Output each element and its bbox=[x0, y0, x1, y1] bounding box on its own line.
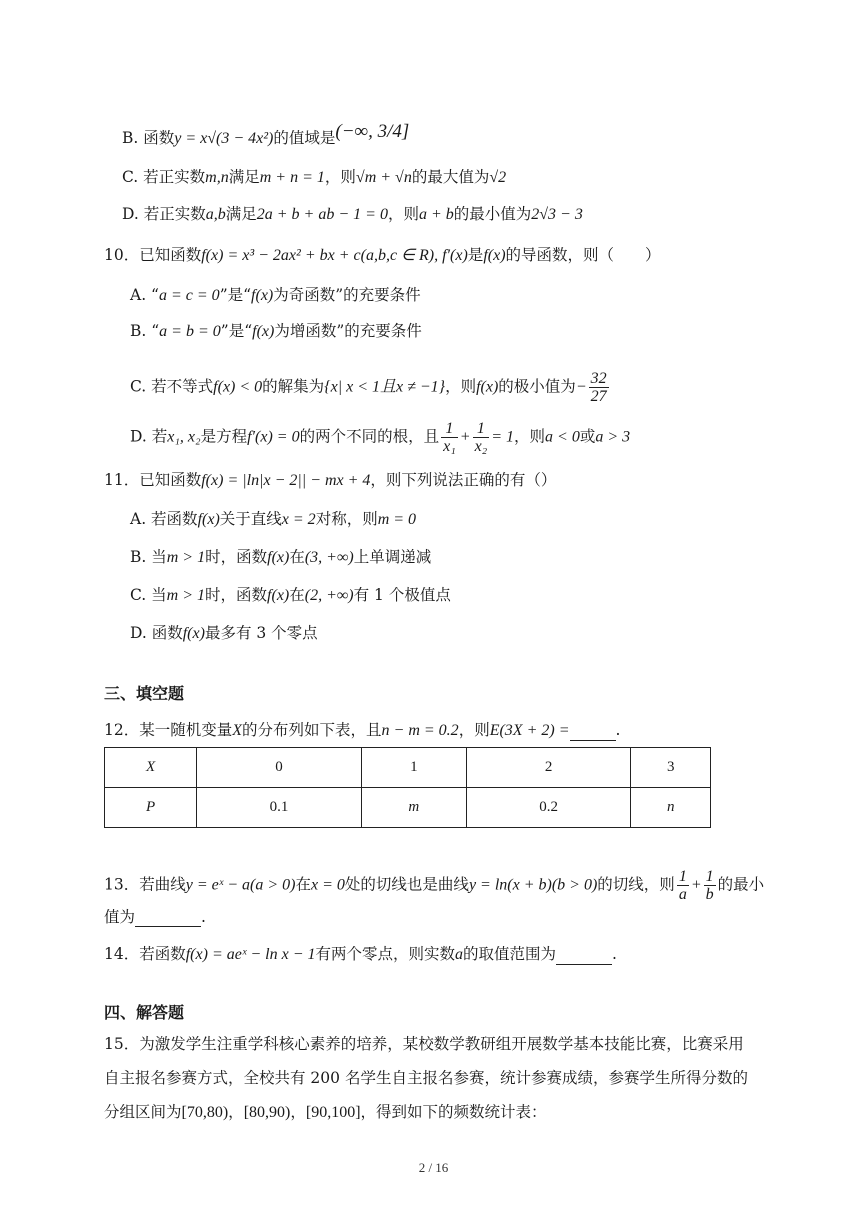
question-text: ，则下列说法正确的有（） bbox=[370, 471, 557, 489]
table-cell: n bbox=[631, 788, 711, 828]
question-text: 处的切线也是曲线 bbox=[344, 875, 469, 894]
question-text: 11．已知函数 bbox=[104, 471, 202, 489]
table-cell: 3 bbox=[631, 748, 711, 788]
math-expression: E(3X + 2) = bbox=[489, 722, 570, 739]
option-text: D. 函数 bbox=[130, 624, 183, 642]
fraction-numerator: 1 bbox=[441, 420, 458, 438]
q13-stem bbox=[104, 868, 764, 903]
q12-stem bbox=[104, 720, 620, 741]
math-interval: [70,80) bbox=[181, 1104, 229, 1121]
fraction-denominator: x₂ bbox=[474, 438, 488, 455]
fraction-denominator: a bbox=[678, 886, 687, 903]
option-text: B. 函数 bbox=[122, 129, 175, 147]
option-text: 的解集为 bbox=[262, 377, 325, 396]
table-row bbox=[105, 748, 711, 788]
option-text: 对称，则 bbox=[315, 510, 378, 528]
math-variables: a,b bbox=[205, 206, 226, 223]
math-condition: m > 1 bbox=[166, 549, 206, 566]
math-operator: + bbox=[690, 876, 702, 894]
q11-option-c bbox=[130, 585, 451, 606]
fraction bbox=[704, 868, 716, 903]
option-text: 为奇函数”的充要条件 bbox=[273, 286, 421, 304]
table-cell: 1 bbox=[361, 748, 466, 788]
q11-stem bbox=[104, 470, 556, 491]
fraction-denominator: b bbox=[705, 886, 714, 903]
option-text: 在 bbox=[289, 548, 305, 566]
option-text: C. 若正实数 bbox=[122, 168, 206, 186]
option-text: A. 若函数 bbox=[130, 510, 198, 528]
question-text: ， bbox=[228, 1103, 244, 1121]
fraction bbox=[473, 420, 490, 455]
math-value: √2 bbox=[489, 169, 507, 186]
math-interval: (3, +∞) bbox=[304, 549, 354, 566]
math-function: f(x) = x³ − 2ax² + bx + c(a,b,c ∈ R), f′(x) bbox=[201, 247, 468, 264]
math-set: {x| x < 1且x ≠ −1} bbox=[324, 378, 446, 396]
table-cell: 0.2 bbox=[466, 788, 631, 828]
fraction-numerator: 1 bbox=[705, 868, 714, 885]
fraction-value bbox=[589, 370, 609, 405]
option-text: 满足 bbox=[225, 205, 257, 223]
option-text: ，则 bbox=[514, 427, 546, 446]
question-text: 13．若曲线 bbox=[104, 875, 186, 894]
math-expression: y = x√(3 − 4x²) bbox=[174, 130, 274, 147]
table-cell: 0.1 bbox=[197, 788, 362, 828]
option-text: ”是“ bbox=[219, 286, 252, 304]
math-interval: (−∞, 3/4] bbox=[335, 121, 410, 142]
math-function: f(x) = |ln|x − 2|| − mx + 4 bbox=[201, 472, 371, 489]
question-text: . bbox=[201, 908, 206, 926]
option-text: B. “ bbox=[130, 322, 160, 340]
option-text: 为增函数”的充要条件 bbox=[274, 322, 422, 340]
math-condition: m > 1 bbox=[166, 587, 206, 604]
distribution-table bbox=[104, 747, 711, 828]
question-text: ，得到如下的频数统计表： bbox=[360, 1103, 547, 1121]
option-text: 有 1 个极值点 bbox=[353, 586, 451, 604]
option-text: 的两个不同的根，且 bbox=[299, 427, 440, 446]
option-text: ”是“ bbox=[220, 322, 253, 340]
answer-blank[interactable] bbox=[556, 944, 612, 965]
q9-option-c bbox=[122, 167, 506, 188]
option-text: C. 若不等式 bbox=[130, 377, 214, 396]
math-condition: a < 0 bbox=[545, 428, 580, 446]
option-text: 是方程 bbox=[200, 427, 248, 446]
q14-stem bbox=[104, 944, 617, 965]
q9-option-b bbox=[122, 121, 410, 149]
question-text: 12．某一随机变量 bbox=[104, 721, 233, 739]
question-text: . bbox=[615, 721, 621, 739]
question-text: 有两个零点，则实数 bbox=[315, 945, 456, 963]
math-function: f(x) bbox=[182, 625, 205, 642]
question-text: 的取值范围为 bbox=[463, 945, 557, 963]
math-condition: a > 3 bbox=[595, 428, 631, 446]
math-function: f(x) bbox=[483, 247, 506, 264]
q10-stem bbox=[104, 245, 661, 266]
q11-option-d bbox=[130, 623, 318, 644]
math-sign: − bbox=[575, 378, 587, 396]
math-function: f(x) bbox=[267, 587, 290, 604]
section-title-solve: 四、解答题 bbox=[104, 1003, 185, 1022]
table-cell: 2 bbox=[466, 748, 631, 788]
q10-option-b bbox=[130, 321, 422, 342]
option-text: 时，函数 bbox=[205, 586, 268, 604]
q9-option-d bbox=[122, 204, 583, 225]
q10-option-d bbox=[130, 420, 630, 455]
option-text: 在 bbox=[289, 586, 305, 604]
option-text: 的极小值为 bbox=[498, 377, 576, 396]
option-text: C. 当 bbox=[130, 586, 167, 604]
math-value: 2√3 − 3 bbox=[531, 206, 583, 223]
question-text: ，则 bbox=[458, 721, 490, 739]
option-text: D. 若正实数 bbox=[122, 205, 206, 223]
answer-blank[interactable] bbox=[570, 720, 616, 741]
math-condition: 2a + b + ab − 1 = 0 bbox=[256, 206, 388, 223]
option-text: 关于直线 bbox=[219, 510, 282, 528]
option-text: ，则 bbox=[387, 205, 419, 223]
option-text: A. “ bbox=[130, 286, 159, 304]
math-inequality: f(x) < 0 bbox=[213, 378, 263, 396]
q15-line1: 15．为激发学生注重学科核心素养的培养，某校数学教研组开展数学基本技能比赛，比赛采用 bbox=[104, 1035, 744, 1053]
question-text: 分组区间为 bbox=[104, 1103, 182, 1121]
section-title-fill-in: 三、填空题 bbox=[104, 684, 185, 703]
q13-stem-line2 bbox=[104, 906, 206, 927]
option-text: ，则 bbox=[324, 168, 356, 186]
fraction-denominator: x₁ bbox=[443, 438, 456, 455]
option-text: 的最小值为 bbox=[453, 205, 532, 223]
q11-option-a bbox=[130, 509, 416, 530]
math-function: f(x) = aeˣ − ln x − 1 bbox=[185, 946, 316, 963]
q11-option-b bbox=[130, 547, 431, 568]
option-text: 上单调递减 bbox=[353, 548, 432, 566]
math-condition: a = b = 0 bbox=[159, 323, 221, 340]
table-cell: X bbox=[105, 748, 197, 788]
math-variables: x₁, x₂ bbox=[167, 428, 201, 446]
q10-option-c bbox=[130, 370, 611, 405]
option-text: 或 bbox=[579, 427, 596, 446]
math-function: f(x) bbox=[267, 549, 290, 566]
question-text: 的分布列如下表，且 bbox=[242, 721, 382, 739]
question-text: 是 bbox=[467, 246, 484, 264]
fraction-numerator: 32 bbox=[590, 370, 607, 387]
q15-line3 bbox=[104, 1102, 547, 1123]
option-text: 满足 bbox=[228, 168, 260, 186]
math-interval: (2, +∞) bbox=[304, 587, 354, 604]
math-interval: [80,90) bbox=[243, 1104, 291, 1121]
question-text: 10．已知函数 bbox=[104, 246, 202, 264]
option-text: 最多有 3 个零点 bbox=[204, 624, 318, 642]
option-text: B. 当 bbox=[130, 548, 167, 566]
option-text: 时，函数 bbox=[205, 548, 268, 566]
math-interval: [90,100] bbox=[305, 1104, 361, 1121]
q10-option-a bbox=[130, 285, 421, 306]
table-cell: 0 bbox=[197, 748, 362, 788]
q15-line2: 自主报名参赛方式，全校共有 200 名学生自主报名参赛，统计参赛成绩，参赛学生所得分数的 bbox=[104, 1069, 748, 1087]
math-function: f(x) bbox=[251, 287, 274, 304]
math-curve: y = eˣ − a(a > 0) bbox=[185, 876, 296, 894]
math-variables: m,n bbox=[205, 169, 229, 186]
question-text: . bbox=[612, 945, 617, 963]
math-expression: a + b bbox=[418, 206, 454, 223]
math-variable: X bbox=[232, 722, 243, 739]
math-point: x = 0 bbox=[311, 876, 345, 894]
math-curve: y = ln(x + b)(b > 0) bbox=[468, 876, 598, 894]
question-text: 的切线，则 bbox=[597, 875, 675, 894]
fraction-denominator: 27 bbox=[590, 388, 607, 405]
fraction bbox=[441, 420, 458, 455]
question-text: 在 bbox=[295, 875, 312, 894]
option-text: 的值域是 bbox=[273, 129, 336, 147]
math-function: f(x) bbox=[252, 323, 275, 340]
question-text: 值为 bbox=[104, 908, 136, 926]
fraction-numerator: 1 bbox=[678, 868, 687, 885]
question-text: ， bbox=[290, 1103, 306, 1121]
option-text: D. 若 bbox=[130, 427, 168, 446]
math-condition: m = 0 bbox=[377, 511, 417, 528]
option-text: ，则 bbox=[445, 377, 477, 396]
math-variable: a bbox=[455, 946, 464, 963]
page-number: 2 / 16 bbox=[418, 1160, 449, 1175]
fraction bbox=[677, 868, 689, 903]
fraction-numerator: 1 bbox=[473, 420, 490, 438]
answer-blank[interactable] bbox=[135, 906, 201, 927]
math-function: f(x) bbox=[476, 378, 499, 396]
table-row bbox=[105, 788, 711, 828]
math-condition: a = c = 0 bbox=[158, 287, 220, 304]
table-cell: m bbox=[361, 788, 466, 828]
table-cell: P bbox=[105, 788, 197, 828]
question-text: 的导函数，则（ ） bbox=[505, 246, 661, 264]
option-text: 的最大值为 bbox=[411, 168, 490, 186]
math-condition: n − m = 0.2 bbox=[381, 722, 459, 739]
question-text: 14．若函数 bbox=[104, 945, 186, 963]
math-equation: = 1 bbox=[491, 428, 515, 446]
math-function: f(x) bbox=[197, 511, 220, 528]
question-text: 的最小 bbox=[717, 875, 765, 894]
math-condition: m + n = 1 bbox=[259, 169, 325, 186]
math-operator: + bbox=[459, 428, 471, 446]
math-equation: f′(x) = 0 bbox=[247, 428, 300, 446]
math-line: x = 2 bbox=[281, 511, 316, 528]
math-expression: √m + √n bbox=[355, 169, 412, 186]
